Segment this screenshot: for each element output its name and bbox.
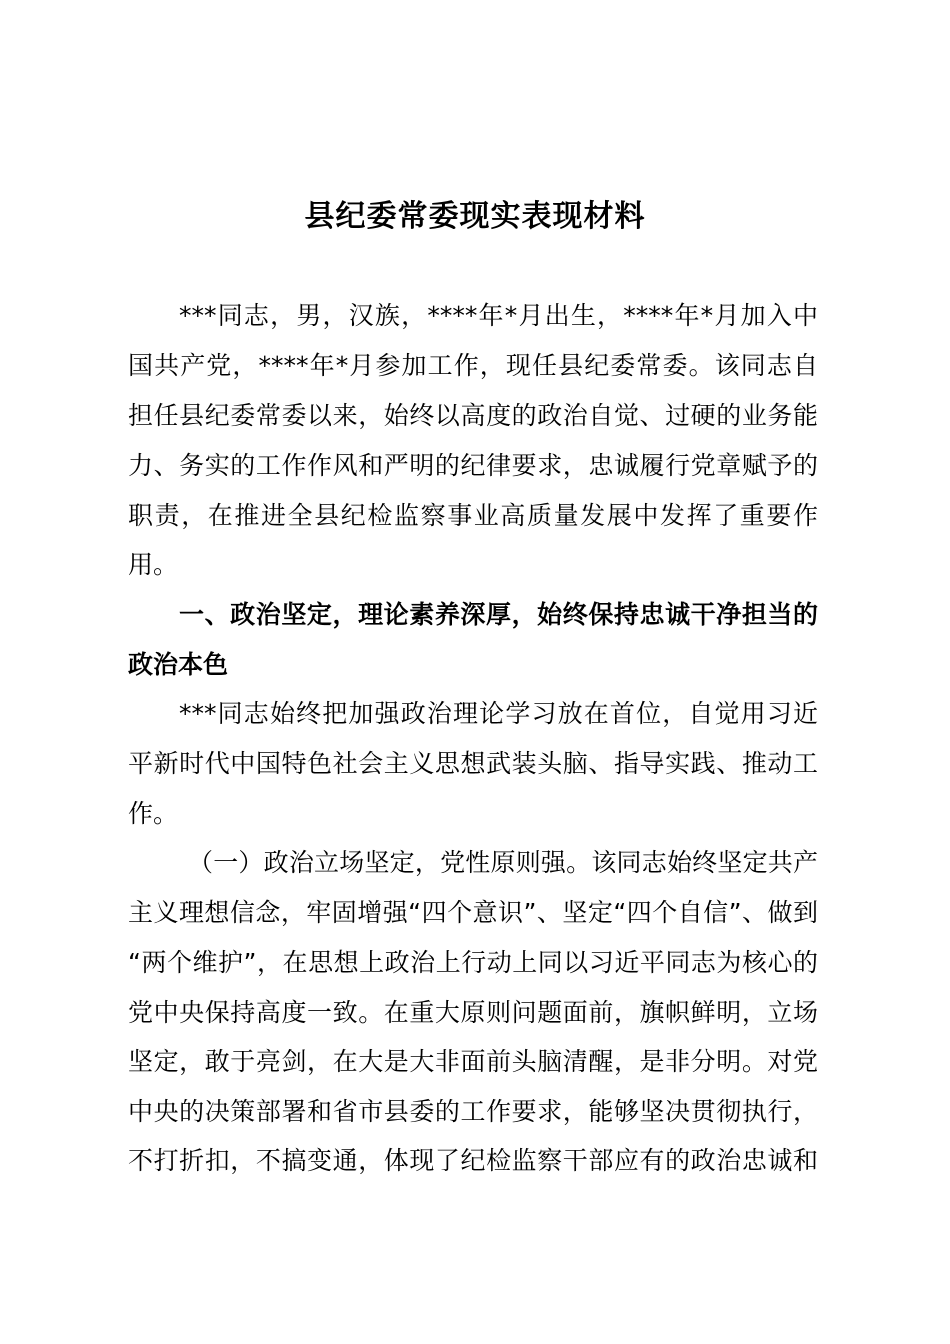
document-title: 县纪委常委现实表现材料 <box>304 199 646 234</box>
text-line: 作。 <box>128 799 179 828</box>
text-line: 担任县纪委常委以来，始终以高度的政治自觉、过硬的业务能 <box>128 401 818 430</box>
text-line: 用。 <box>128 550 179 579</box>
section-heading: 一、政治坚定，理论素养深厚，始终保持忠诚干净担当的 <box>179 600 818 629</box>
text-line: ***同志始终把加强政治理论学习放在首位，自觉用习近 <box>179 699 818 728</box>
text-line: 国共产党，****年*月参加工作，现任县纪委常委。该同志自 <box>128 351 818 380</box>
text-line: 主义理想信念，牢固增强“四个意识”、坚定“四个自信”、做到 <box>128 898 818 927</box>
text-line: 不打折扣，不搞变通，体现了纪检监察干部应有的政治忠诚和 <box>128 1146 818 1175</box>
text-line: ***同志，男，汉族，****年*月出生，****年*月加入中 <box>179 301 818 330</box>
text-line: 职责，在推进全县纪检监察事业高质量发展中发挥了重要作 <box>128 501 818 530</box>
text-line: 力、务实的工作作风和严明的纪律要求，忠诚履行党章赋予的 <box>128 451 818 480</box>
text-line: （一）政治立场坚定，党性原则强。该同志始终坚定共产 <box>188 848 818 877</box>
text-line: 党中央保持高度一致。在重大原则问题面前，旗帜鲜明，立场 <box>128 998 818 1027</box>
text-line: 中央的决策部署和省市县委的工作要求，能够坚决贯彻执行， <box>128 1097 818 1126</box>
section-heading: 政治本色 <box>128 650 229 679</box>
text-line: 坚定，敢于亮剑，在大是大非面前头脑清醒，是非分明。对党 <box>128 1047 818 1076</box>
text-line: “两个维护”，在思想上政治上行动上同以习近平同志为核心的 <box>128 948 818 977</box>
text-line: 平新时代中国特色社会主义思想武装头脑、指导实践、推动工 <box>128 749 818 778</box>
